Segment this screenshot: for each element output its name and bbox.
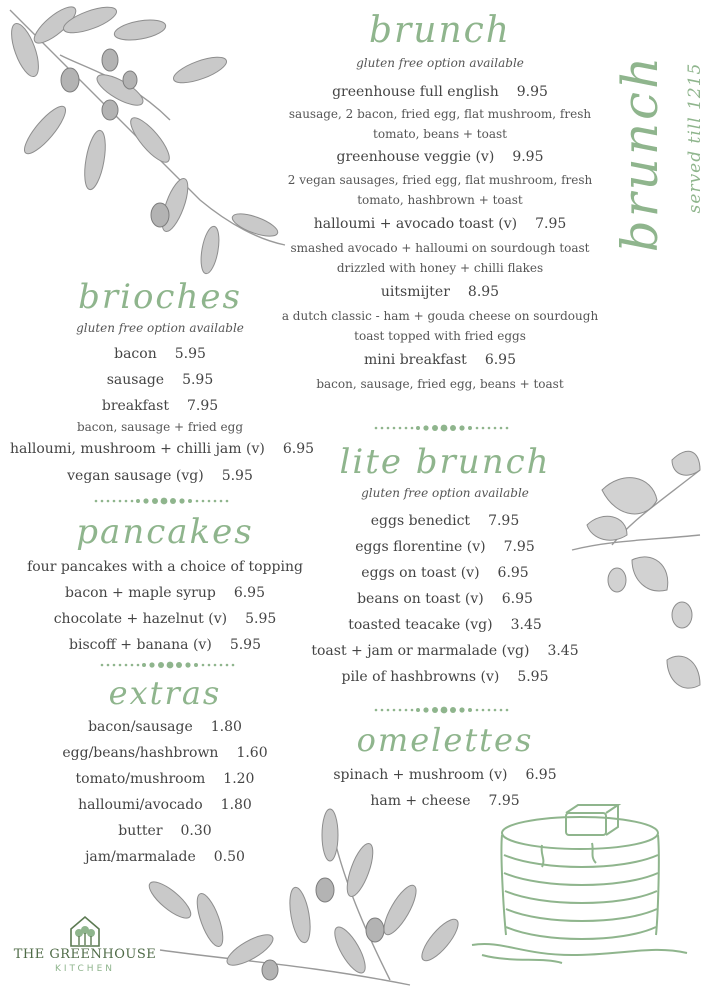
menu-item: bacon + maple syrup 6.95 [65,585,265,601]
greenhouse-logo-icon [68,915,102,947]
item-description: a dutch classic - ham + gouda cheese on sourdough [281,309,599,323]
pancake-stack-illustration [462,805,690,965]
menu-item: halloumi/avocado 1.80 [78,797,252,813]
menu-item: tomato/mushroom 1.20 [75,771,255,787]
logo-line-1: THE GREENHOUSE [13,947,157,962]
omelettes-section [295,718,595,814]
pancakes-intro: four pancakes with a choice of topping [27,559,303,575]
item-description: sausage, 2 bacon, fried egg, flat mushroom, fresh [288,107,592,121]
menu-item: halloumi, mushroom + chilli jam (v) 6.95 [10,441,315,457]
menu-item: chocolate + hazelnut (v) 5.95 [53,611,277,627]
pancakes-section [10,510,320,658]
brunch-side-title: brunch [611,53,669,253]
greenhouse-logo [10,915,160,975]
item-description: drizzled with honey + chilli flakes [336,261,544,275]
menu-item: breakfast 7.95 [101,398,219,414]
extras-section [20,672,310,870]
menu-item: butter 0.30 [118,823,212,839]
brunch-side-banner [575,28,705,258]
item-description: toast topped with fried eggs [354,329,526,343]
olive-branch-top-left-illustration [0,0,290,280]
item-description: tomato, beans + toast [373,127,507,141]
section-divider [92,497,232,505]
brunch-items [260,80,620,394]
menu-item: uitsmijter 8.95 [380,284,500,300]
menu-item: eggs florentine (v) 7.95 [355,539,535,555]
omelettes-title: omelettes [356,721,534,759]
menu-item: bacon/sausage 1.80 [88,719,242,735]
menu-item: eggs benedict 7.95 [370,513,520,529]
section-divider [98,661,238,669]
item-description: bacon, sausage + fried egg [76,420,244,434]
item-description: 2 vegan sausages, fried egg, flat mushroom, fresh [287,173,593,187]
menu-item: greenhouse full english 9.95 [332,84,548,100]
menu-item: ham + cheese 7.95 [370,793,520,809]
menu-item: beans on toast (v) 6.95 [357,591,533,607]
menu-item: jam/marmalade 0.50 [85,849,245,865]
brunch-title: brunch [369,10,511,51]
menu-item: toast + jam or marmalade (vg) 3.45 [311,643,579,659]
menu-item: mini breakfast 6.95 [364,352,516,368]
menu-item: halloumi + avocado toast (v) 7.95 [313,216,567,232]
menu-item: toasted teacake (vg) 3.45 [348,617,542,633]
item-description: bacon, sausage, fried egg, beans + toast [316,377,564,391]
menu-item: pile of hashbrowns (v) 5.95 [341,669,549,685]
menu-item: biscoff + banana (v) 5.95 [69,637,261,653]
menu-item: egg/beans/hashbrown 1.60 [62,745,268,761]
menu-item: spinach + mushroom (v) 6.95 [333,767,557,783]
brioches-section [10,275,315,489]
brunch-section [260,8,620,72]
section-divider [372,706,512,714]
item-description: smashed avocado + halloumi on sourdough toast [290,241,590,255]
pancakes-title: pancakes [76,512,254,552]
menu-item: greenhouse veggie (v) 9.95 [336,149,544,165]
served-till-note: served till 1215 [685,62,705,214]
lite-brunch-section [295,440,595,690]
menu-item: sausage 5.95 [106,372,214,388]
lite-brunch-title: lite brunch [339,442,551,482]
menu-item: vegan sausage (vg) 5.95 [67,468,253,484]
section-divider [372,424,512,432]
brunch-subtitle: gluten free option available [356,56,524,70]
menu-item: bacon 5.95 [114,346,206,362]
logo-line-2: KITCHEN [55,964,115,974]
item-description: tomato, hashbrown + toast [357,193,523,207]
extras-title: extras [108,674,222,712]
brioches-subtitle: gluten free option available [76,321,244,335]
menu-item: eggs on toast (v) 6.95 [361,565,529,581]
lite-brunch-subtitle: gluten free option available [361,486,529,500]
brioches-title: brioches [78,277,242,317]
